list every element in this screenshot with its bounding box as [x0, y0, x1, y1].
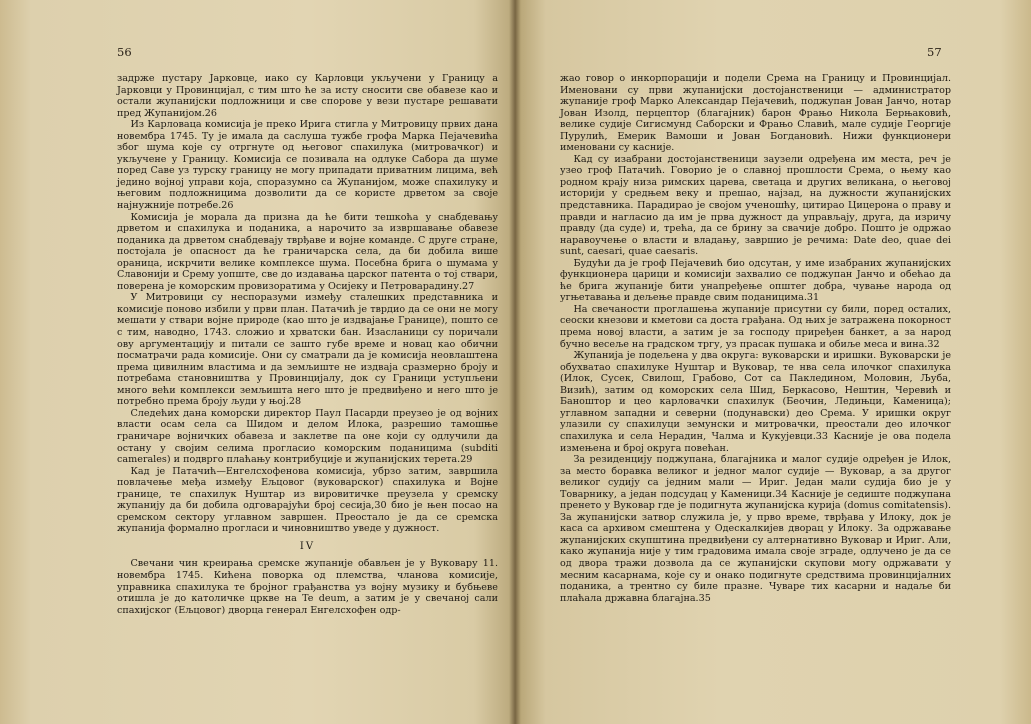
paragraph: Свечани чин креирања сремске жупаније обављен је у Вуковару 11. новембра 1745. Кићена поворка од племства, чланова комисије, управника спахилука те бројног грађанства уз војну музику и бубњеве отишла је до католичке цркве на Te deum, а затим је у свечаној сали спахијског (Ељцовог) дворца генерал Енгелсхофен одр-: [117, 558, 498, 616]
left-page: [0, 0, 515, 724]
book-gutter: [509, 0, 521, 724]
paragraph: У Митровици су неспоразуми између сталешких представника и комисије поново избили у први план. Патачић је тврдио да се они не могу мешати у ствари војне природе (као што је издвајање Границе), пошто се с тим, наводно, 1743. сложио и хрватски бан. Изасланици су поричали ову аргументацију и питали се зашто губе време и новац као обични посматрачи рада комисије. Они су сматрали да је комисија неовлаштена према цивилним властима и да земљиште не издваја сразмерно броју и потребама становништва у Провинцијалу, док су Граници уступљени много већи комплекси земљишта него што је предвиђено и него што је потребно према броју људи у њој.28: [117, 292, 498, 408]
paragraph: Кад су изабрани достојанственици заузели одређена им места, реч је узео гроф Патачић. Говорио је о славној прошлости Срема, о њему као родном крају низа римских царева, светаца и других великана, о његовој историји у средњем веку и прешао, најзад, на дужности жупанијских представника. Парадирао је својом ученошћу, цитирао Цицерона о праву и правди и нагласио да им је прва дужност да управљају, друга, да изричу правду (да суде) и, трећа, да се брину за свачије добро. Пошто је одржао наравоучење о власти и владању, завршио је речима: Date deo, quae dei sunt, caesari, quae caesaris.: [560, 153, 951, 258]
paragraph: Кад је Патачић—Енгелсхофенова комисија, убрзо затим, завршила повлачење међа између Ељцовог (вуковарског) спахилука и Војне границе, те спахилук Нуштар из вировитичке преузела у сремску жупанију да би добила одговарајући број сесија,30 био је њен посао на сремском сектору углавном завршен. Преостало је да се сремска жупанија формално прогласи и чиновништво уведе у дужност.: [117, 465, 498, 535]
paragraph: Комисија је морала да призна да ће бити тешкоћа у снабдевању дрветом и спахилука и поданика, а нарочито за извршавање обавезе поданика да дрветом снабдевају тврђаве и војне команде. С друге стране, постојала је опасност да ће граничарска села, да би добила више ораница, искрчити велике комплексе шума. Посебна брига о шумама у Славонији и Срему уопште, све до издавања царског патента о тој ствари, поверена је коморским провизоратима у Осијеку и Петроварадину.27: [117, 211, 498, 292]
paragraph: Следећих дана коморски директор Паул Пасарди преузео је од војних власти осам села са Шидом и делом Илока, разрешио тамошње граничаре војничких обавеза и заклетве па оне који су одлучили да остану у својим селима прогласио коморским поданицима (subditi camerales) и подврго плаћању контрибуције и жупанијских терета.29: [117, 407, 498, 466]
left-page-text: [117, 73, 498, 616]
paragraph: жао говор о инкорпорацији и подели Срема на Границу и Провинцијал. Именовани су први жупанијски достојанственици — администратор жупаније гроф Марко Александар Пејачевић, поджупан Јован Јанчо, нотар Јован Изолд, перцептор (благајник) барон Фрањо Никола Берњаковић, велике судије Сигисмунд Саборски и Фрањо Славић, мале судије Георгије Пурулић, Емерик Вамоши и Јован Богдановић. Нижи функционери именовани су касније.: [560, 73, 951, 154]
right-page: [515, 0, 1031, 724]
page-number: 57: [927, 45, 942, 59]
paragraph: Жупанија је подељена у два округа: вуковарски и иришки. Вуковарски је обухватао спахилуке Нуштар и Вуковар, те нва села илочког спахилука (Илок, Сусек, Свилош, Грабово, Сот са Пакледином, Моловин, Љуба, Визић), затим од коморских села Шид, Беркасово, Нештин, Черевић и Баноштор и цео карловачки спахилук (Беочин, Ледињци, Каменица); углавном западни и северни (подунавски) део Срема. У иришки округ улазили су спахилуци земунски и митровачки, преостали део илочког спахилука и села Нерадин, Чалма и Кукујевци.33 Касније је ова подела измењена и број округа повећан.: [560, 350, 951, 454]
right-page-text: [560, 73, 951, 604]
section-heading: IV: [299, 540, 316, 552]
paragraph: Будући да је гроф Пејачевић био одсутан, у име изабраних жупанијских функционера царици и комисији захвалио се поджупан Јанчо и обећао да ће брига жупаније бити унапређење општег добра, чување народа од угњетавања и дељење правде свим поданицима.31: [560, 257, 951, 304]
page-number: 56: [117, 45, 132, 59]
paragraph: Из Карловаца комисија је преко Ирига стигла у Митровицу првих дана новембра 1745. Ту је имала да саслуша тужбе грофа Марка Пејачевића због шума које су отргнуте од његовог спахилука (митровачког) и укључене у Границу. Комисија се позивала на одлуке Сабора да шуме поред Саве уз турску границу не могу припадати приватним лицима, већ једино војној управи која, споразумно са Жупанијом, може спахилуку и његовим подложницима дозволити да се користе дрветом за своје најнужније потребе.26: [117, 119, 498, 212]
paragraph: задрже пустару Јарковце, иако су Карловци укључени у Границу а Јарковци у Провинцијал, с тим што ће за исту сносити све обавезе као и остали жупанијски подложници и све спорове у вези пустаре решавати пред Жупанијом.26: [117, 73, 498, 119]
paragraph: На свечаности проглашења жупаније присутни су били, поред осталих, сеоски кнезови и кметови са доста грађана. Од њих је затражена покорност према новој власти, а затим је за господу приређен банкет, а за народ бучно весеље на градском тргу, уз прасак пушака и обиље меса и вина.32: [560, 303, 951, 350]
paragraph: За резиденцију поджупана, благајника и малог судије одређен је Илок, за место боравка великог и једног малог судије — Вуковар, а за другог великог судију са једним мали — Ириг. Један мали судија био је у Товарнику, а један подсудац у Каменици.34 Касније је седиште поджупана пренето у Вуковар где је подигнута жупанијска курија (domus comitatensis). За жупанијски затвор служила је, у прво време, тврђава у Илоку, док је каса са архивом смештена у Одескалкијев дворац у Илоку. За одржавање жупанијских скупштина предвиђени су алтернативно Вуковар и Ириг. Али, како жупанија није у тим градовима имала своје зграде, одлучено је да се од двора тражи дозвола да се жупанијски скупови могу одржавати у месним касарнама, које су и онако подигнуте средствима провинцијалних поданика, а трентно су биле празне. Чуваре тих касарни и надаље би плаћала државна благајна.35: [560, 454, 951, 604]
